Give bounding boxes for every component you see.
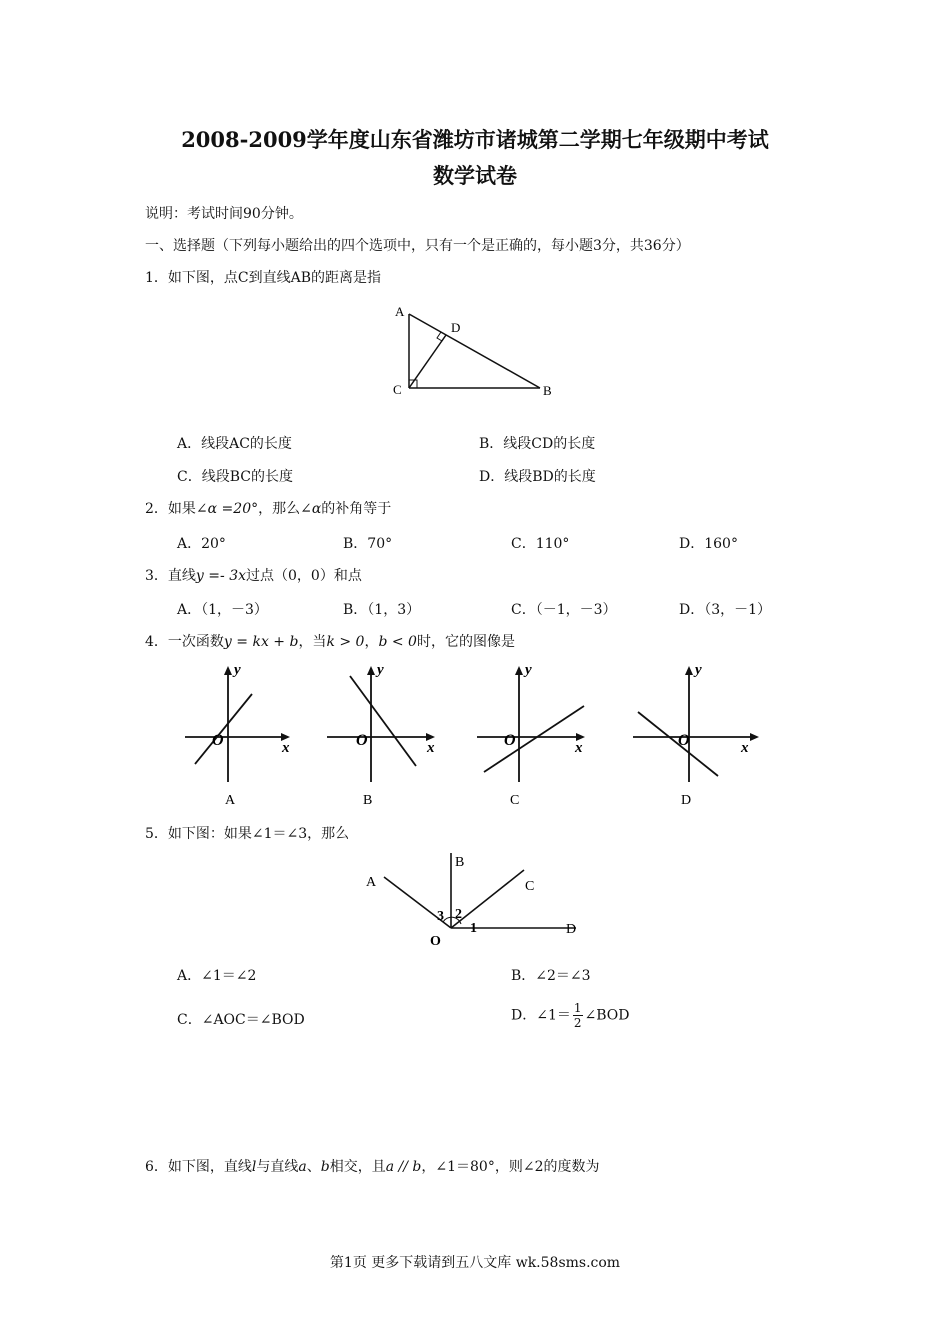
q6-stem-mid1: 与直线 bbox=[256, 1159, 299, 1175]
q3-stem-suffix: 过点（0，0）和点 bbox=[246, 568, 362, 584]
angle-label-3: 3 bbox=[437, 909, 444, 924]
q2-angle-expr2: ∠α bbox=[300, 501, 322, 517]
axis-label-x: x bbox=[741, 740, 749, 756]
q4-k-condition: k > 0 bbox=[326, 634, 365, 650]
label-c: C bbox=[393, 382, 402, 397]
q6-stem-mid2: 、 bbox=[306, 1159, 321, 1175]
exam-title: 2008-2009学年度山东省潍坊市诸城第二学期七年级期中考试 bbox=[181, 127, 769, 152]
label-d: D bbox=[451, 320, 461, 335]
q5-option-d[interactable] bbox=[511, 1001, 630, 1030]
q4-stem bbox=[145, 631, 515, 651]
q3-option-a[interactable]: A．（1，－3） bbox=[177, 602, 268, 618]
q6-var-b: b bbox=[320, 1159, 330, 1175]
q2-option-c[interactable]: C．110° bbox=[511, 536, 570, 552]
q3-line-expr: y =- 3x bbox=[195, 568, 246, 584]
q4-graph-b[interactable] bbox=[324, 660, 449, 810]
q4-stem-mid2: ， bbox=[364, 634, 379, 650]
q2-option-b[interactable]: B．70° bbox=[343, 536, 393, 552]
q4-stem-prefix: 4．一次函数 bbox=[145, 634, 224, 650]
x-axis-arrow-icon bbox=[750, 733, 759, 741]
q1-triangle-figure bbox=[385, 300, 575, 405]
q6-var-l: l bbox=[251, 1159, 257, 1175]
label-a: A bbox=[395, 304, 405, 319]
origin-label: O bbox=[356, 732, 368, 749]
label-d: D bbox=[566, 922, 577, 937]
q5-option-c[interactable]: C．∠AOC＝∠BOD bbox=[177, 1012, 305, 1028]
axis-label-y: y bbox=[377, 662, 384, 678]
q1-option-c[interactable]: C．线段BC的长度 bbox=[177, 469, 293, 485]
axis-label-x: x bbox=[575, 740, 583, 756]
q4-graph-d[interactable] bbox=[630, 660, 770, 810]
q3-option-c[interactable]: C．（－1，－3） bbox=[511, 602, 617, 618]
y-axis-arrow-icon bbox=[224, 666, 232, 675]
q5-option-b[interactable]: B．∠2＝∠3 bbox=[511, 968, 591, 984]
q5-option-a[interactable]: A．∠1＝∠2 bbox=[177, 968, 257, 984]
graph-line bbox=[484, 706, 584, 772]
q5-angle-figure bbox=[360, 850, 590, 950]
y-axis-arrow-icon bbox=[515, 666, 523, 675]
fraction-denominator: 2 bbox=[573, 1016, 582, 1030]
label-b: B bbox=[543, 383, 552, 398]
q1-stem: 1．如下图，点C到直线AB的距离是指 bbox=[145, 270, 382, 286]
origin-label: O bbox=[678, 732, 690, 749]
q6-stem bbox=[145, 1156, 599, 1176]
y-axis-arrow-icon bbox=[367, 666, 375, 675]
angle-label-2: 2 bbox=[455, 907, 462, 922]
q4-stem-suffix: 时，它的图像是 bbox=[416, 634, 515, 650]
q4-stem-mid1: ，当 bbox=[298, 634, 327, 650]
q3-stem-prefix: 3．直线 bbox=[145, 568, 196, 584]
axis-label-x: x bbox=[427, 740, 435, 756]
fraction-one-half bbox=[573, 1001, 583, 1030]
graph-label-d: D bbox=[681, 793, 692, 808]
q3-stem bbox=[145, 565, 362, 585]
q6-stem-suffix: ，∠1＝80°，则∠2的度数为 bbox=[421, 1159, 600, 1175]
label-b: B bbox=[455, 855, 465, 870]
label-a: A bbox=[366, 875, 377, 890]
label-c: C bbox=[525, 879, 535, 894]
graph-line bbox=[195, 694, 252, 764]
q1-option-b[interactable]: B．线段CD的长度 bbox=[479, 436, 596, 452]
y-axis-arrow-icon bbox=[685, 666, 693, 675]
q3-option-d[interactable]: D．（3，－1） bbox=[679, 602, 772, 618]
label-o: O bbox=[430, 934, 441, 949]
q4-graph-c[interactable] bbox=[474, 660, 599, 810]
q5-option-d-prefix: D．∠1＝ bbox=[511, 1007, 571, 1024]
q6-stem-mid3: 相交，且 bbox=[329, 1159, 386, 1175]
section-heading: 一、选择题（下列每小题给出的四个选项中，只有一个是正确的，每小题3分，共36分） bbox=[145, 238, 690, 254]
q2-option-a[interactable]: A．20° bbox=[177, 536, 226, 552]
origin-label: O bbox=[504, 732, 516, 749]
segment-ab bbox=[409, 314, 540, 388]
axis-label-y: y bbox=[695, 662, 702, 678]
fraction-numerator: 1 bbox=[573, 1001, 582, 1015]
axis-label-y: y bbox=[525, 662, 532, 678]
q1-option-a[interactable]: A．线段AC的长度 bbox=[177, 436, 292, 452]
axis-label-x: x bbox=[282, 740, 290, 756]
q4-b-condition: b < 0 bbox=[378, 634, 417, 650]
graph-label-a: A bbox=[225, 793, 236, 808]
q3-option-b[interactable]: B．（1，3） bbox=[343, 602, 421, 618]
q2-stem-middle: ，那么 bbox=[258, 501, 301, 517]
q1-option-d[interactable]: D．线段BD的长度 bbox=[479, 469, 596, 485]
q2-stem bbox=[145, 498, 391, 518]
q6-parallel-expr: a // b bbox=[385, 1159, 422, 1175]
graph-label-b: B bbox=[363, 793, 373, 808]
q2-option-d[interactable]: D．160° bbox=[679, 536, 738, 552]
q4-function-expr: y = kx + b bbox=[223, 634, 299, 650]
q4-graph-a[interactable] bbox=[182, 660, 302, 810]
q5-stem: 5．如下图：如果∠1＝∠3，那么 bbox=[145, 826, 350, 842]
q5-option-d-suffix: ∠BOD bbox=[584, 1007, 630, 1024]
q6-stem-prefix: 6．如下图，直线 bbox=[145, 1159, 252, 1175]
q2-angle-expr: ∠α =20° bbox=[195, 501, 259, 517]
origin-label: O bbox=[212, 732, 224, 749]
q2-stem-suffix: 的补角等于 bbox=[321, 501, 392, 517]
page-footer: 第1页 更多下载请到五八文库 wk.58sms.com bbox=[329, 1255, 621, 1271]
angle-label-1: 1 bbox=[470, 921, 477, 936]
q2-stem-prefix: 2．如果 bbox=[145, 501, 196, 517]
graph-label-c: C bbox=[510, 793, 520, 808]
exam-subtitle: 数学试卷 bbox=[433, 163, 517, 188]
instructions: 说明：考试时间90分钟。 bbox=[145, 206, 303, 222]
axis-label-y: y bbox=[234, 662, 241, 678]
graph-line bbox=[350, 676, 416, 766]
q6-var-a: a bbox=[298, 1159, 307, 1175]
